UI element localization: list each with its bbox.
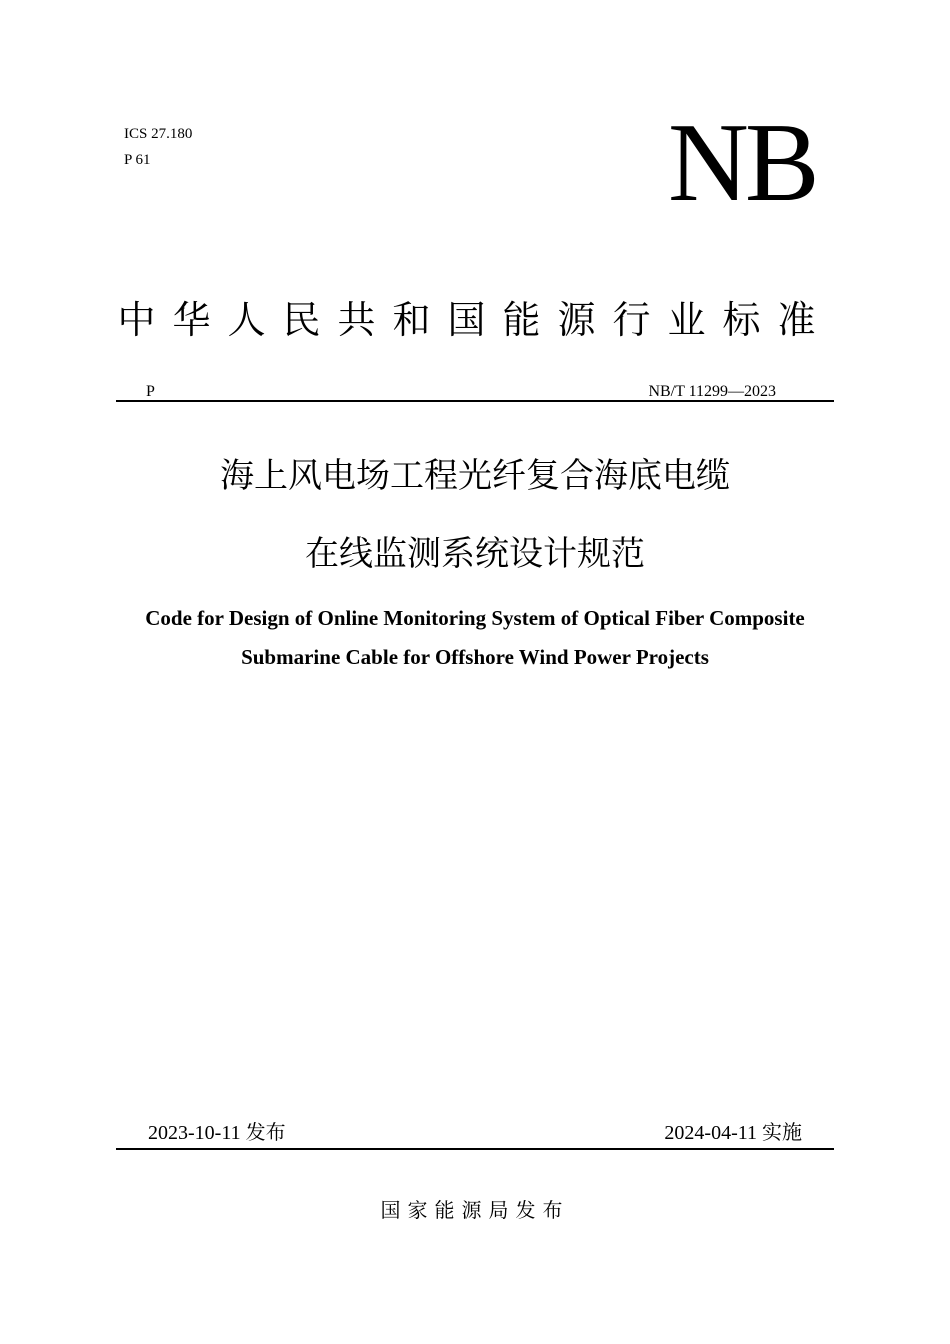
filing-number: P bbox=[146, 383, 155, 400]
top-divider bbox=[116, 400, 834, 402]
ccs-code: P 61 bbox=[124, 152, 151, 168]
title-cn-line1: 海上风电场工程光纤复合海底电缆 bbox=[220, 456, 730, 496]
ics-code: ICS 27.180 bbox=[124, 126, 193, 142]
title-en-line2: Submarine Cable for Offshore Wind Power Projects bbox=[241, 645, 709, 669]
bottom-divider bbox=[116, 1148, 834, 1150]
nb-logo: NB bbox=[668, 101, 816, 225]
implementation-date: 2024-04-11 实施 bbox=[664, 1122, 802, 1144]
standard-category: 中华人民共和国能源行业标准 bbox=[117, 298, 833, 342]
title-en-line1: Code for Design of Online Monitoring System of Optical Fiber Composite bbox=[145, 606, 805, 630]
issuer: 国家能源局发布 bbox=[380, 1198, 570, 1222]
title-cn-line2: 在线监测系统设计规范 bbox=[305, 534, 645, 574]
issue-date: 2023-10-11 发布 bbox=[148, 1122, 286, 1144]
standard-number: NB/T 11299—2023 bbox=[648, 383, 776, 400]
